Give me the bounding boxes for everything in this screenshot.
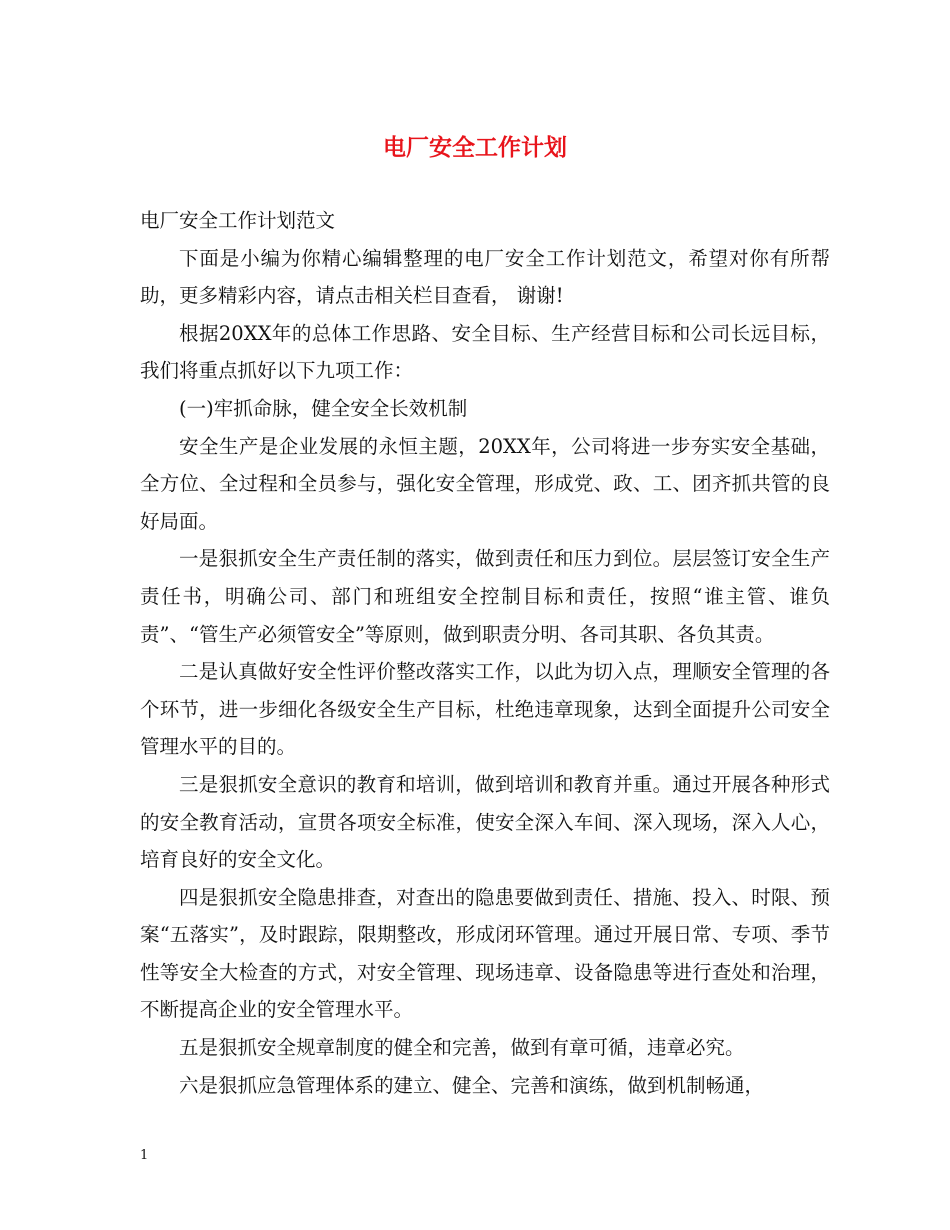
document-body xyxy=(140,202,830,1104)
paragraph: 四是狠抓安全隐患排查，对查出的隐患要做到责任、措施、投入、时限、预案“五落实”，及时跟踪，限期整改，形成闭环管理。通过开展日常、专项、季节性等安全大检查的方式，对安全管理、现场违章、设备隐患等进行查处和治理，不断提高企业的安全管理水平。 xyxy=(140,885,830,1022)
paragraph: 五是狠抓安全规章制度的健全和完善，做到有章可循，违章必究。 xyxy=(179,1036,745,1060)
document-title: 电厂安全工作计划 xyxy=(383,135,567,161)
page-number: 1 xyxy=(140,1148,149,1163)
paragraph: 二是认真做好安全性评价整改落实工作，以此为切入点，理顺安全管理的各个环节，进一步细化各级安全生产目标，杜绝违章现象，达到全面提升公司安全管理水平的目的。 xyxy=(140,660,830,759)
paragraph: 安全生产是企业发展的永恒主题，20XX年，公司将进一步夯实安全基础，全方位、全过程和全员参与，强化安全管理，形成党、政、工、团齐抓共管的良好局面。 xyxy=(140,434,830,533)
paragraph: 下面是小编为你精心编辑整理的电厂安全工作计划范文，希望对你有所帮助，更多精彩内容，请点击相关栏目查看， 谢谢! xyxy=(140,246,830,308)
paragraph-subtitle: 电厂安全工作计划范文 xyxy=(140,209,336,232)
paragraph: 根据20XX年的总体工作思路、安全目标、生产经营目标和公司长远目标，我们将重点抓好以下九项工作： xyxy=(140,321,830,383)
section-heading: (一)牢抓命脉，健全安全长效机制 xyxy=(179,396,468,420)
paragraph: 一是狠抓安全生产责任制的落实，做到责任和压力到位。层层签订安全生产责任书，明确公司、部门和班组安全控制目标和责任，按照“谁主管、谁负责”、“管生产必须管安全”等原则，做到职责分明、各司其职、各负其责。 xyxy=(140,547,830,646)
paragraph: 六是狠抓应急管理体系的建立、健全、完善和演练，做到机制畅通， xyxy=(179,1073,765,1097)
paragraph: 三是狠抓安全意识的教育和培训，做到培训和教育并重。通过开展各种形式的安全教育活动，宣贯各项安全标准，使安全深入车间、深入现场，深入人心，培育良好的安全文化。 xyxy=(140,772,830,872)
